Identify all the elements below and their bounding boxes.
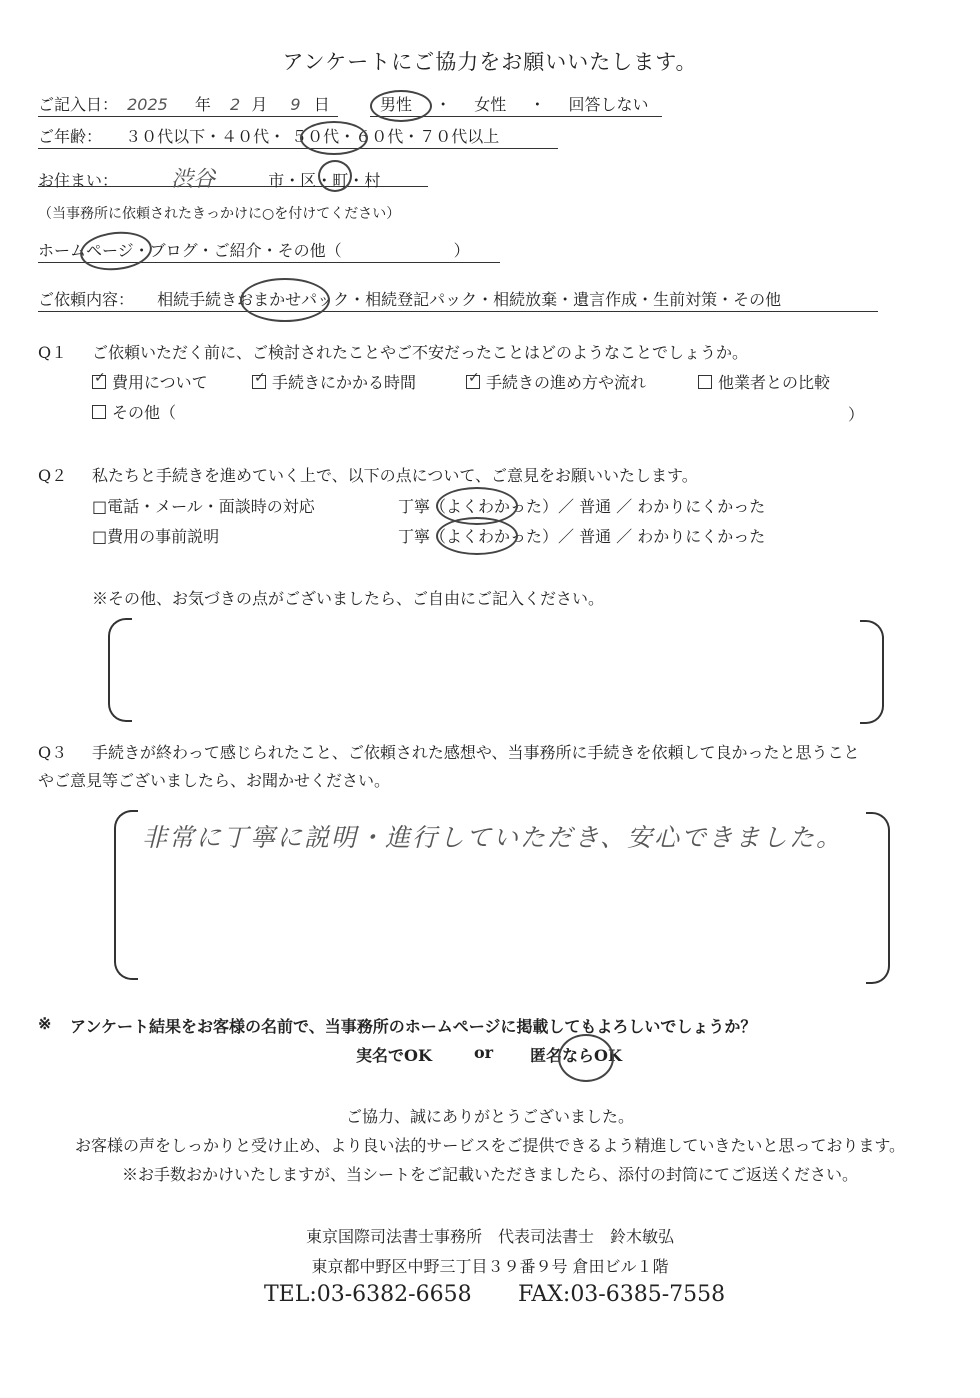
q3-question-line1: 手続きが終わって感じられたこと、ご依頼された感想や、当事務所に手続きを依頼して良かったと思うこと xyxy=(92,743,860,762)
day-unit: 日 xyxy=(313,95,330,114)
month-unit: 月 xyxy=(251,95,268,114)
publish-real-name[interactable]: 実名でOK xyxy=(356,1046,432,1065)
age-option[interactable]: ３０代以下 xyxy=(125,127,206,146)
office-address: 東京都中野区中野三丁目３９番９号 倉田ビル１階 xyxy=(311,1257,669,1276)
q2-number: Q２ xyxy=(38,466,68,485)
office-tel: TEL:03-6382-6658 xyxy=(264,1282,472,1307)
residence-option[interactable]: 村 xyxy=(364,171,381,190)
age-label: ご年齢： xyxy=(38,127,103,146)
q2-item-contact[interactable]: □電話・メール・面談時の対応 xyxy=(92,497,315,516)
survey-title: アンケートにご協力をお願いいたします。 xyxy=(282,50,698,74)
separator: ・ xyxy=(529,95,546,114)
q2-cost-selection-circle xyxy=(436,517,518,555)
checkbox-icon[interactable] xyxy=(92,405,106,419)
office-fax: FAX:03-6385-7558 xyxy=(518,1282,726,1307)
request-row xyxy=(38,287,878,312)
q2-free-textarea[interactable] xyxy=(140,626,850,714)
entry-date-row xyxy=(38,92,338,117)
year-unit: 年 xyxy=(194,95,211,114)
q1-option-label: その他（ xyxy=(112,403,177,422)
q2-free-bracket-left xyxy=(108,618,132,722)
q2-scale-contact[interactable]: 丁寧（よくわかった）／ 普通 ／ わかりにくかった xyxy=(398,497,766,516)
publish-mark: ※ xyxy=(38,1014,52,1033)
q1-option-time[interactable] xyxy=(252,370,416,393)
gender-no-answer[interactable]: 回答しない xyxy=(568,95,649,114)
separator: ・ xyxy=(435,95,452,114)
residence-option[interactable]: 町 xyxy=(332,171,349,190)
gender-female[interactable]: 女性 xyxy=(474,95,507,114)
residence-selection-circle xyxy=(318,160,352,192)
q1-option-compare[interactable] xyxy=(698,370,830,393)
closing-line3: ※お手数おかけいたしますが、当シートをご記載いただきましたら、添付の封筒にてご返送ください。 xyxy=(121,1165,858,1184)
checkbox-icon[interactable] xyxy=(698,375,712,389)
q1-question: ご依頼いただく前に、ご検討されたことやご不安だったことはどのようなことでしょうか。 xyxy=(92,343,749,362)
checkbox-checked-icon[interactable] xyxy=(92,375,106,389)
q1-number: Q１ xyxy=(38,343,68,362)
residence-label: お住まい： xyxy=(38,171,119,190)
q1-option-other[interactable] xyxy=(92,400,176,423)
age-row: ご年齢： ３０代以下・４０代・ ５０代・６０代・７０代以上 xyxy=(38,124,558,149)
q1-option-cost[interactable] xyxy=(92,370,208,393)
checkbox-checked-icon[interactable] xyxy=(252,375,266,389)
office-name: 東京国際司法書士事務所 代表司法書士 鈴木敏弘 xyxy=(305,1227,674,1246)
closing-line2: お客様の声をしっかりと受け止め、より良い法的サービスをご提供できるよう精進していきたいと思っております。 xyxy=(74,1136,906,1155)
q1-option-label: 費用について xyxy=(112,373,208,392)
q2-item-cost[interactable]: □費用の事前説明 xyxy=(92,527,220,546)
closing-thanks: ご協力、誠にありがとうございました。 xyxy=(345,1107,634,1126)
entry-day: 9 xyxy=(290,95,301,114)
gender-selection-circle xyxy=(370,90,432,122)
checkbox-checked-icon[interactable] xyxy=(466,375,480,389)
trigger-selection-circle xyxy=(78,228,154,273)
age-selection-circle xyxy=(300,121,368,155)
q3-bracket-right xyxy=(866,812,890,984)
q2-scale-cost[interactable]: 丁寧（よくわかった）／ 普通 ／ わかりにくかった xyxy=(398,527,766,546)
q2-question: 私たちと手続きを進めていく上で、以下の点について、ご意見をお願いいたします。 xyxy=(92,466,698,485)
gender-male[interactable]: 男性 xyxy=(380,95,413,114)
trigger-note: （当事務所に依頼されたきっかけに○を付けてください） xyxy=(38,206,401,222)
q1-option-process[interactable] xyxy=(466,370,646,393)
publish-anonymous[interactable]: 匿名ならOK xyxy=(530,1046,622,1065)
q3-question-line2: やご意見等ございましたら、お聞かせください。 xyxy=(38,771,391,790)
publish-selection-circle xyxy=(558,1034,614,1082)
age-option[interactable]: ５０代 xyxy=(291,127,340,146)
residence-handwritten: 渋谷 xyxy=(171,167,216,192)
q2-free-prompt: ※その他、お気づきの点がございましたら、ご自由にご記入ください。 xyxy=(92,589,605,608)
residence-option[interactable]: 区 xyxy=(300,171,317,190)
publish-or: or xyxy=(474,1043,494,1062)
trigger-options[interactable]: ホームページ・ブログ・ご紹介・その他（ ） xyxy=(38,238,500,263)
residence-option[interactable]: 市 xyxy=(268,171,285,190)
publish-question: アンケート結果をお客様の名前で、当事務所のホームページに掲載してもよろしいでしょうか？ xyxy=(70,1017,757,1036)
q1-option-label: 手続きの進め方や流れ xyxy=(486,373,647,392)
q1-option-label: 手続きにかかる時間 xyxy=(272,373,417,392)
q3-bracket-left xyxy=(114,810,138,980)
age-option[interactable]: ７０代以上 xyxy=(419,127,500,146)
entry-year: 2025 xyxy=(127,95,168,114)
age-option[interactable]: ４０代 xyxy=(221,127,270,146)
q3-answer[interactable]: 非常に丁寧に説明・進行していただき、安心できました。 xyxy=(142,823,844,852)
request-options[interactable]: 相続手続きおまかせパック・相続登記パック・相続放棄・遺言作成・生前対策・その他 xyxy=(157,290,782,309)
entry-month: 2 xyxy=(230,95,241,114)
residence-row: お住まい： 渋谷 市・区・町・村 xyxy=(38,162,428,187)
q2-free-bracket-right xyxy=(860,620,884,724)
entry-date-label: ご記入日： xyxy=(38,95,119,114)
request-label: ご依頼内容： xyxy=(38,290,135,309)
q3-number: Q３ xyxy=(38,743,68,762)
q1-other-close: ） xyxy=(848,405,865,424)
q1-option-label: 他業者との比較 xyxy=(718,373,831,392)
age-option[interactable]: ６０代 xyxy=(355,127,404,146)
request-selection-circle xyxy=(240,278,330,322)
